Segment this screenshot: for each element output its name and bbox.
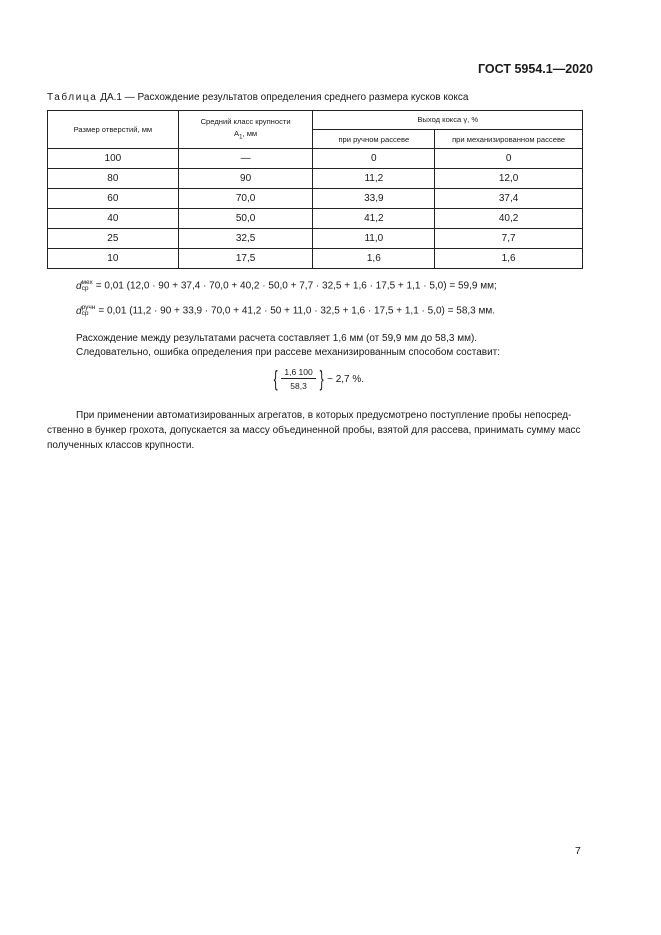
header-size-class-var: A xyxy=(234,128,240,138)
page-number: 7 xyxy=(575,845,581,857)
right-brace: } xyxy=(319,366,324,391)
cell-hole: 100 xyxy=(48,149,179,169)
cell-class: 90 xyxy=(178,169,313,189)
table-caption xyxy=(47,92,468,103)
automation-paragraph-line1: При применении автоматизированных агрегатов, в которых предусмотрено поступление пробы непосред- xyxy=(76,410,572,421)
formula-manual xyxy=(76,305,495,317)
cell-mechanized: 1,6 xyxy=(435,249,583,269)
cell-hole: 60 xyxy=(48,189,179,209)
formula-manual-sub: ср xyxy=(81,310,89,317)
fraction-numerator: 1,6 100 xyxy=(281,367,315,379)
paragraph-discrepancy: Расхождение между результатами расчета составляет 1,6 мм (от 59,9 мм до 58,3 мм). xyxy=(76,333,478,344)
table-row xyxy=(48,189,583,209)
formula-manual-indices xyxy=(82,305,96,317)
header-mechanized: при механизированном рассеве xyxy=(435,130,583,149)
automation-paragraph xyxy=(47,408,586,453)
cell-hole: 25 xyxy=(48,229,179,249)
cell-manual: 0 xyxy=(313,149,435,169)
table-row xyxy=(48,249,583,269)
error-fraction xyxy=(281,367,315,391)
formula-mechanized-sup: мех xyxy=(81,279,93,286)
formula-manual-var: d xyxy=(76,305,82,317)
formula-mechanized-var: d xyxy=(76,280,82,292)
cell-manual: 1,6 xyxy=(313,249,435,269)
table-row xyxy=(48,149,583,169)
formula-manual-sup: ручн xyxy=(81,304,96,311)
formula-mechanized-indices xyxy=(82,280,93,292)
formula-mechanized-sub: ср xyxy=(81,285,89,292)
table-row xyxy=(48,169,583,189)
cell-class: 50,0 xyxy=(178,209,313,229)
header-size-class xyxy=(178,111,313,149)
header-size-class-line1: Средний класс крупности xyxy=(200,116,291,126)
header-coke-yield: Выход кокса γ, % xyxy=(313,111,583,130)
formula-mechanized xyxy=(76,280,497,292)
fraction-result: ~ 2,7 %. xyxy=(327,373,365,385)
results-table xyxy=(47,110,583,269)
table-caption-prefix: Таблица xyxy=(47,92,98,103)
header-manual: при ручном рассеве xyxy=(313,130,435,149)
header-size-class-sub: 1 xyxy=(239,134,243,141)
cell-mechanized: 40,2 xyxy=(435,209,583,229)
cell-hole: 10 xyxy=(48,249,179,269)
formula-mechanized-expr: = 0,01 (12,0 · 90 + 37,4 · 70,0 + 40,2 · 50,0 + 7,7 · 32,5 + 1,6 · 17,5 + 1,1 · 5,0) = 59,9 мм; xyxy=(95,280,497,292)
cell-mechanized: 37,4 xyxy=(435,189,583,209)
table-caption-title: ДА.1 — Расхождение результатов определения среднего размера кусков кокса xyxy=(97,92,469,103)
error-fraction-formula xyxy=(272,367,364,391)
fraction-denominator: 58,3 xyxy=(290,381,307,391)
cell-manual: 41,2 xyxy=(313,209,435,229)
automation-paragraph-line3: полученных классов крупности. xyxy=(47,440,195,451)
cell-hole: 40 xyxy=(48,209,179,229)
cell-mechanized: 0 xyxy=(435,149,583,169)
cell-manual: 11,0 xyxy=(313,229,435,249)
cell-class: 17,5 xyxy=(178,249,313,269)
automation-paragraph-line2: ственно в бункер грохота, допускается за массу объединенной пробы, взятой для рассева, принимать сумму масс xyxy=(47,425,581,436)
standard-designation: ГОСТ 5954.1—2020 xyxy=(478,62,594,76)
cell-class: 32,5 xyxy=(178,229,313,249)
formula-manual-expr: = 0,01 (11,2 · 90 + 33,9 · 70,0 + 41,2 · 50 + 11,0 · 32,5 + 1,6 · 17,5 + 1,1 · 5,0) = 58,3 мм. xyxy=(98,305,496,317)
cell-class: — xyxy=(178,149,313,169)
cell-hole: 80 xyxy=(48,169,179,189)
table-row xyxy=(48,209,583,229)
header-hole-size: Размер отверстий, мм xyxy=(48,111,179,149)
cell-manual: 11,2 xyxy=(313,169,435,189)
left-brace: { xyxy=(273,366,278,391)
cell-mechanized: 7,7 xyxy=(435,229,583,249)
paragraph-error-intro: Следовательно, ошибка определения при рассеве механизированным способом составит: xyxy=(76,347,501,358)
header-size-class-unit: , мм xyxy=(242,128,258,138)
cell-mechanized: 12,0 xyxy=(435,169,583,189)
table-row xyxy=(48,229,583,249)
cell-manual: 33,9 xyxy=(313,189,435,209)
cell-class: 70,0 xyxy=(178,189,313,209)
